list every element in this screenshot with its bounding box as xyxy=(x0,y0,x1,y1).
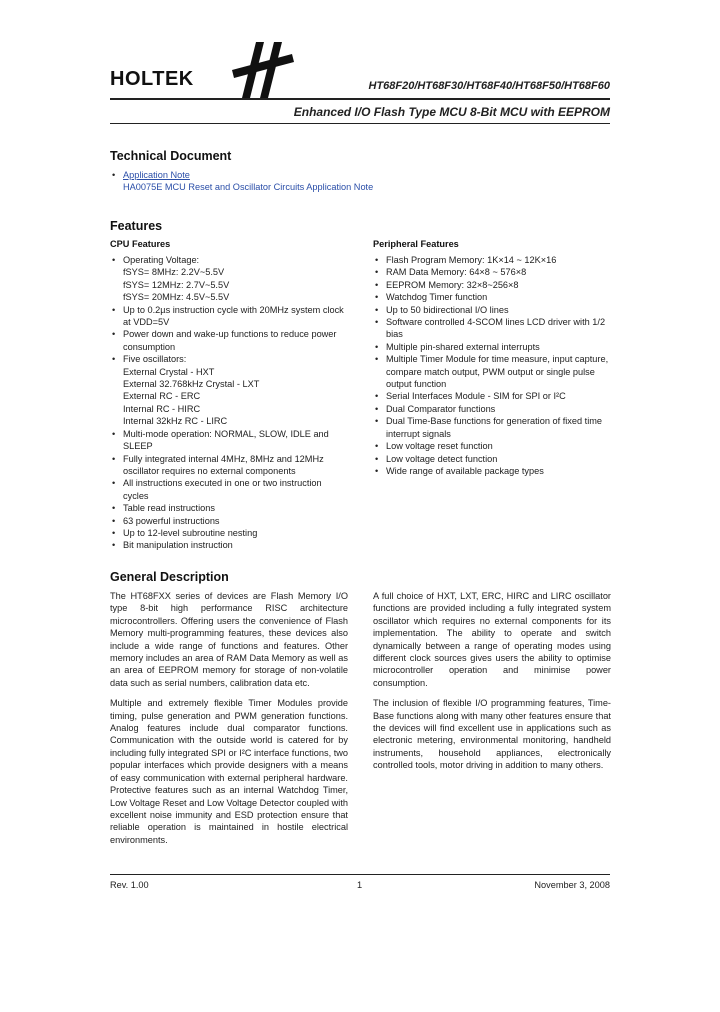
feature-text: • 63 powerful instructions xyxy=(123,515,220,526)
cpu-feature-item xyxy=(110,254,348,304)
feature-text: • Operating Voltage: xyxy=(123,255,200,265)
peripheral-feature-item: • Up to 50 bidirectional I/O lines xyxy=(373,304,613,316)
peripheral-feature-item: • Low voltage detect function xyxy=(373,453,613,465)
holtek-logo-mark-icon xyxy=(222,40,298,98)
list-item xyxy=(110,169,373,194)
description-paragraph: A full choice of HXT, LXT, ERC, HIRC and LIRC oscillator functions are provided including a fully integrated system oscillator which requires no external components for its implementation. The ability to operate and switch dynamically between a range of operating modes using different clock sources gives users the ability to optimise microcontroller operation and minimise power consumption. xyxy=(373,591,611,688)
feature-text: • Bit manipulation instruction xyxy=(123,540,233,551)
footer-date: November 3, 2008 xyxy=(534,880,610,890)
peripheral-features-list xyxy=(373,254,613,477)
general-description-right-column xyxy=(373,590,611,772)
model-list: HT68F20/HT68F30/HT68F40/HT68F50/HT68F60 xyxy=(368,80,610,92)
cpu-feature-item xyxy=(110,477,348,502)
application-note-link[interactable]: Application Note xyxy=(123,170,190,180)
peripheral-feature-item: • Wide range of available package types xyxy=(373,465,613,477)
cpu-feature-item xyxy=(110,527,348,539)
cpu-feature-item xyxy=(110,502,348,514)
feature-subline: External 32.768kHz Crystal - LXT xyxy=(123,379,260,390)
footer-page-number: 1 xyxy=(357,880,363,890)
cpu-feature-item xyxy=(110,428,348,453)
feature-text: • Power down and wake-up functions to reduce power consumption xyxy=(123,329,337,352)
description-paragraph: The HT68FXX series of devices are Flash Memory I/O type 8-bit high performance RISC architecture microcontrollers. Offering users the convenience of Flash Memory multi-programming features, these devices also include a wide range of functions and features. Other memory includes an area of RAM Data Memory as well as an area of EEPROM memory for storage of non-volatile data such as serial numbers, calibration data etc. xyxy=(110,591,348,688)
feature-text: • Up to 0.2µs instruction cycle with 20MHz system clock at VDD=5V xyxy=(123,304,344,328)
header-rule xyxy=(110,98,610,100)
peripheral-feature-item: • Watchdog Timer function xyxy=(373,291,613,303)
document-subtitle: Enhanced I/O Flash Type MCU 8-Bit MCU with EEPROM xyxy=(293,105,610,119)
cpu-feature-item xyxy=(110,353,348,427)
feature-subline: External Crystal - HXT xyxy=(123,366,215,377)
description-paragraph: The inclusion of flexible I/O programming features, Time-Base functions along with many other features ensure that the devices will find excellent use in applications such as electronic metering, environmental monitoring, handheld instruments, household appliances, electronically controlled tools, motor driving in addition to many others. xyxy=(373,698,611,771)
peripheral-feature-item: • Low voltage reset function xyxy=(373,440,613,452)
cpu-feature-item xyxy=(110,453,348,478)
holtek-logo-text: HOLTEK xyxy=(110,68,194,90)
footer-revision: Rev. 1.00 xyxy=(110,880,149,890)
feature-subline: fSYS= 12MHz: 2.7V~5.5V xyxy=(123,279,230,290)
features-heading: Features xyxy=(110,219,163,233)
technical-document-list xyxy=(110,169,373,194)
cpu-features-list xyxy=(110,254,348,552)
feature-subline: fSYS= 8MHz: 2.2V~5.5V xyxy=(123,267,225,278)
peripheral-feature-item: • Dual Time-Base functions for generation of fixed time interrupt signals xyxy=(373,415,613,440)
peripheral-feature-item: • Serial Interfaces Module - SIM for SPI or I²C xyxy=(373,390,613,402)
peripheral-feature-item: • Flash Program Memory: 1K×14 ~ 12K×16 xyxy=(373,254,613,266)
cpu-feature-item xyxy=(110,328,348,353)
feature-text: • Table read instructions xyxy=(123,503,215,514)
feature-subline: Internal RC - HIRC xyxy=(123,403,201,414)
subtitle-rule xyxy=(110,123,610,124)
feature-text: • Multi-mode operation: NORMAL, SLOW, IDLE and SLEEP xyxy=(123,428,329,452)
feature-text: • Up to 12-level subroutine nesting xyxy=(123,527,258,538)
peripheral-feature-item: • EEPROM Memory: 32×8~256×8 xyxy=(373,279,613,291)
feature-subline: Internal 32kHz RC - LIRC xyxy=(123,416,228,427)
general-description-heading: General Description xyxy=(110,570,229,584)
feature-text: • All instructions executed in one or two instruction cycles xyxy=(123,478,322,501)
feature-subline: fSYS= 20MHz: 4.5V~5.5V xyxy=(123,292,230,303)
description-paragraph: Multiple and extremely flexible Timer Modules provide timing, pulse generation and PWM generation functions. Analog features include dual comparator functions. Communication with the outside world is catered for by including fully integrated SPI or I²C interface functions, two popular interfaces which provide designers with a means of easy communication with external peripheral hardware. Protective features such as an internal Watchdog Timer, Low Voltage Reset and Low Voltage Detector coupled with excellent noise immunity and ESD protection ensure that reliable operation is maintained in hostile electrical environments. xyxy=(110,698,349,845)
cpu-feature-item xyxy=(110,539,348,551)
peripheral-feature-item: • Dual Comparator functions xyxy=(373,403,613,415)
footer-rule xyxy=(110,874,610,875)
peripheral-features-heading: Peripheral Features xyxy=(373,239,459,249)
peripheral-feature-item: • Multiple pin-shared external interrupts xyxy=(373,341,613,353)
application-note-title: HA0075E MCU Reset and Oscillator Circuits Application Note xyxy=(123,182,374,193)
feature-text: • Fully integrated internal 4MHz, 8MHz and 12MHz oscillator requires no external components xyxy=(123,453,324,476)
peripheral-feature-item: • RAM Data Memory: 64×8 ~ 576×8 xyxy=(373,266,613,278)
cpu-feature-item xyxy=(110,304,348,329)
feature-subline: External RC - ERC xyxy=(123,391,201,402)
general-description-left-column xyxy=(110,590,348,846)
technical-document-heading: Technical Document xyxy=(110,149,232,163)
cpu-feature-item xyxy=(110,515,348,527)
feature-text: • Five oscillators: xyxy=(123,354,187,365)
peripheral-feature-item: • Software controlled 4-SCOM lines LCD driver with 1/2 bias xyxy=(373,316,613,341)
cpu-features-heading: CPU Features xyxy=(110,239,171,249)
peripheral-feature-item: • Multiple Timer Module for time measure, input capture, compare match output, PWM output or single pulse output function xyxy=(373,353,613,390)
